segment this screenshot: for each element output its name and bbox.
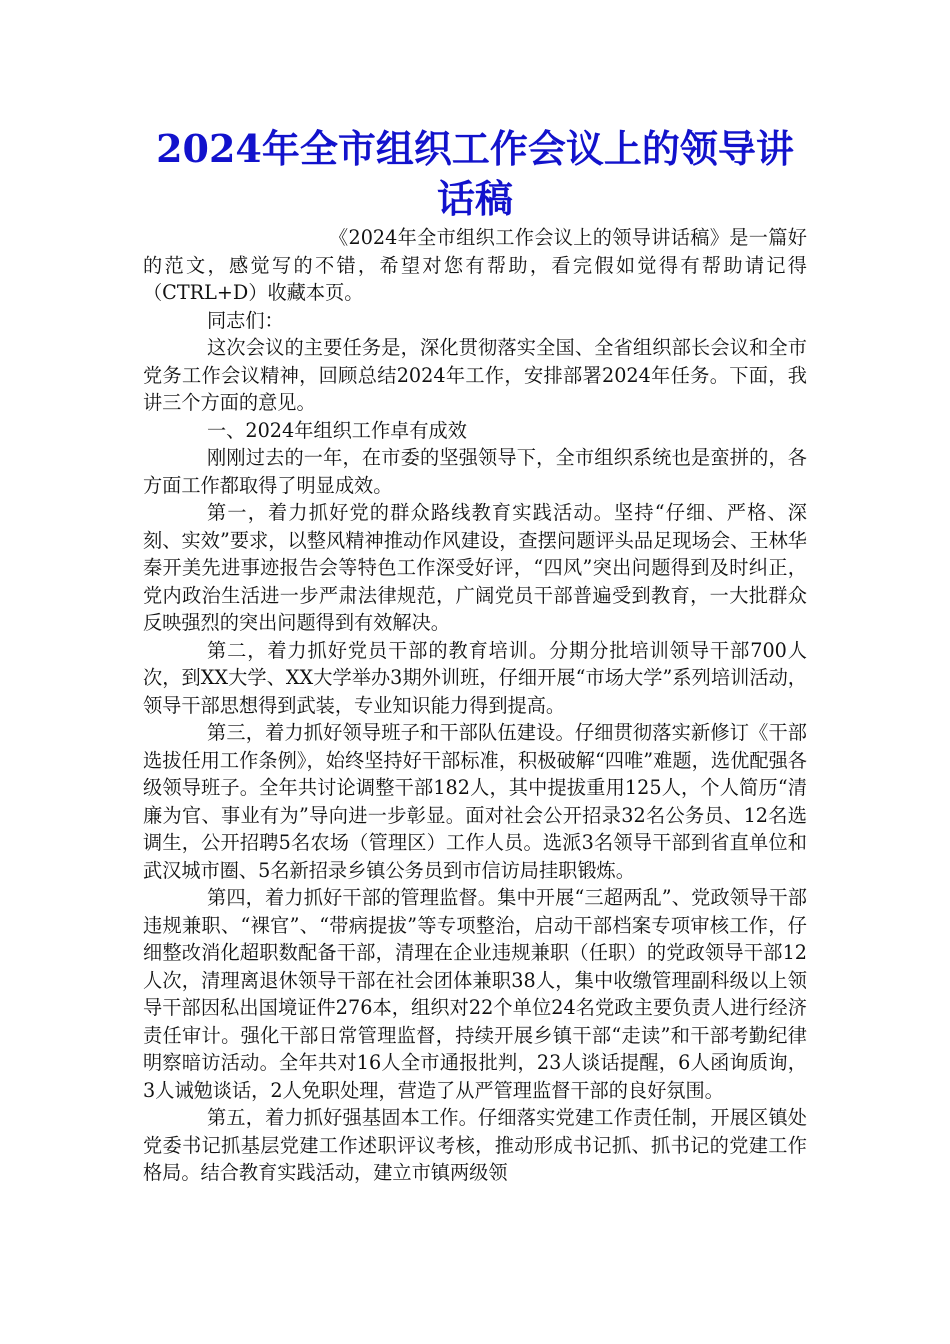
- body-paragraph: 第五，着力抓好强基固本工作。仔细落实党建工作责任制，开展区镇处党委书记抓基层党建工作述职评议考核，推动形成书记抓、抓书记的党建工作格局。结合教育实践活动，建立市镇两级领: [143, 1106, 807, 1184]
- section-heading: 一、2024年组织工作卓有成效: [207, 418, 467, 442]
- document-title: 2024年全市组织工作会议上的领导讲话稿: [156, 126, 794, 221]
- body-paragraph: 这次会议的主要任务是，深化贯彻落实全国、全省组织部长会议和全市党务工作会议精神，回顾总结2024年工作，安排部署2024年任务。下面，我讲三个方面的意见。: [143, 336, 807, 414]
- intro-paragraph: 《2024年全市组织工作会议上的领导讲话稿》是一篇好的范文，感觉写的不错，希望对您有帮助，看完假如觉得有帮助请记得（CTRL+D）收藏本页。: [143, 226, 807, 304]
- body-paragraph: 第一，着力抓好党的群众路线教育实践活动。坚持“仔细、严格、深刻、实效”要求，以整风精神推动作风建设，查摆问题评头品足现场会、王林华秦开美先进事迹报告会等特色工作深受好评，“四风”突出问题得到及时纠正，党内政治生活进一步严肃法律规范，广阔党员干部普遍受到教育，一大批群众反映强烈的突出问题得到有效解决。: [143, 501, 807, 634]
- body-paragraph: 第四，着力抓好干部的管理监督。集中开展“三超两乱”、党政领导干部违规兼职、“裸官”、“带病提拔”等专项整治，启动干部档案专项审核工作，仔细整改消化超职数配备干部，清理在企业违规兼职（任职）的党政领导干部12人次，清理离退休领导干部在社会团体兼职38人，集中收缴管理副科级以上领导干部因私出国境证件276本，组织对22个单位24名党政主要负责人进行经济责任审计。强化干部日常管理监督，持续开展乡镇干部“走读”和干部考勤纪律明察暗访活动。全年共对16人全市通报批判，23人谈话提醒，6人函询质询，3人诫勉谈话，2人免职处理，营造了从严管理监督干部的良好氛围。: [143, 886, 807, 1102]
- body-paragraph: 第二，着力抓好党员干部的教育培训。分期分批培训领导干部700人次，到XX大学、XX大学举办3期外训班，仔细开展“市场大学”系列培训活动，领导干部思想得到武装，专业知识能力得到提高。: [143, 638, 807, 717]
- document-body: [143, 224, 807, 1187]
- salutation: 同志们：: [207, 308, 284, 332]
- body-paragraph: 刚刚过去的一年，在市委的坚强领导下，全市组织系统也是蛮拼的，各方面工作都取得了明显成效。: [143, 446, 807, 497]
- body-paragraph: 第三，着力抓好领导班子和干部队伍建设。仔细贯彻落实新修订《干部选拔任用工作条例》，始终坚持好干部标准，积极破解“四唯”难题，选优配强各级领导班子。全年共讨论调整干部182人，其中提拔重用125人，个人简历“清廉为官、事业有为”导向进一步彰显。面对社会公开招录32名公务员、12名选调生，公开招聘5名农场（管理区）工作人员。选派3名领导干部到省直单位和武汉城市圈、5名新招录乡镇公务员到市信访局挂职锻炼。: [143, 721, 807, 882]
